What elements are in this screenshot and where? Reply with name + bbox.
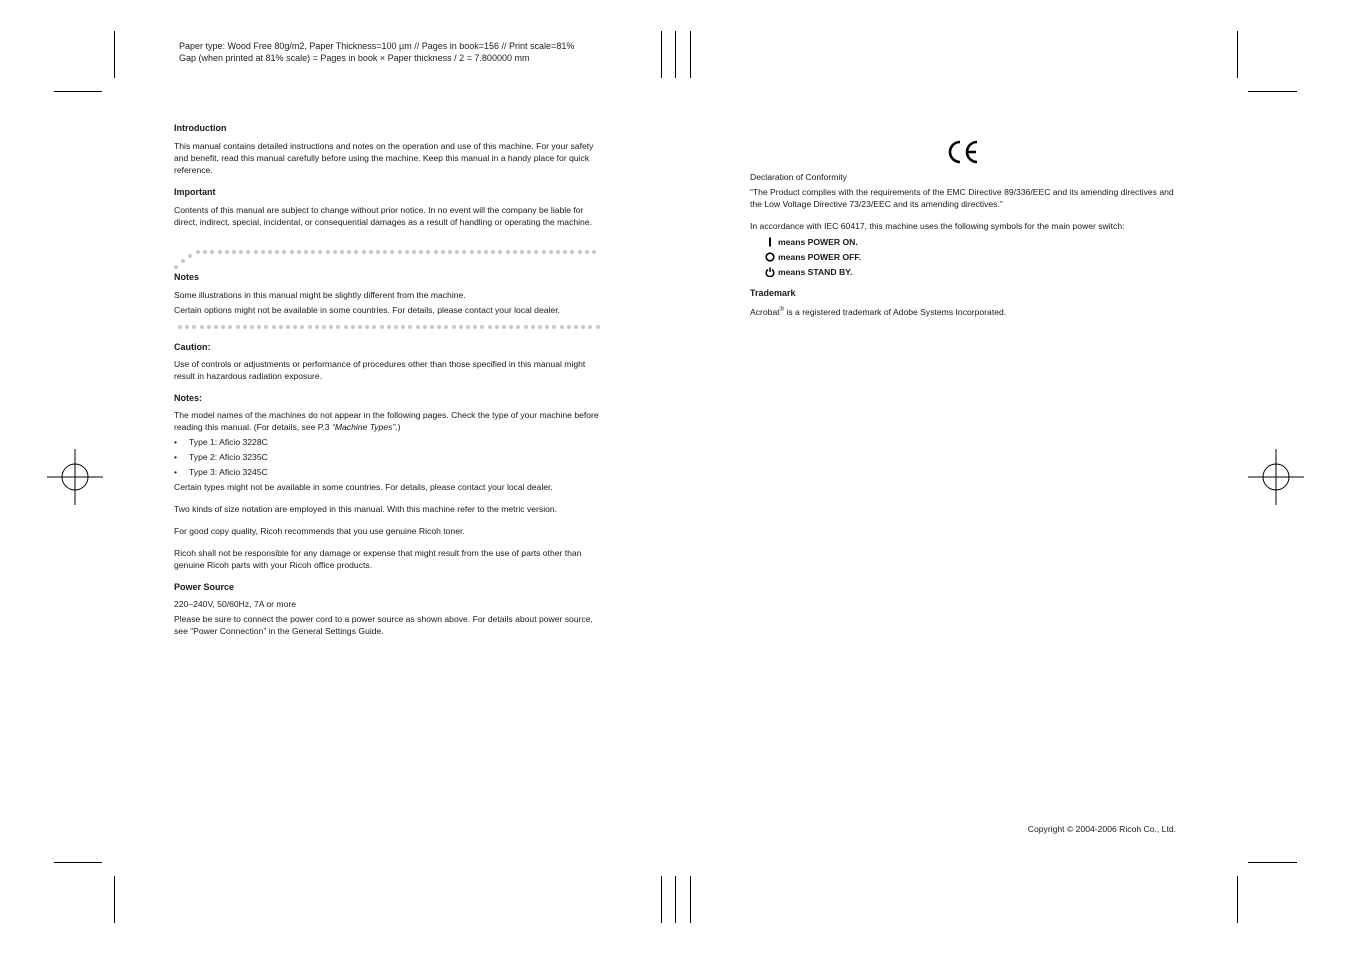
introduction-heading: Introduction [174, 123, 227, 133]
crop-mark [114, 31, 115, 78]
divider-dot [192, 325, 196, 329]
trademark-heading: Trademark [750, 288, 796, 298]
crop-mark [675, 876, 676, 923]
declaration-title: Declaration of Conformity [750, 172, 847, 182]
divider-dot [567, 325, 571, 329]
divider-dot [495, 325, 499, 329]
divider-dot [196, 250, 200, 254]
print-spec-line-2: Gap (when printed at 81% scale) = Pages in book × Paper thickness / 2 = 7.800000 mm [179, 53, 530, 63]
divider-dot [563, 250, 567, 254]
divider-dot [250, 325, 254, 329]
copyright-notice: Copyright © 2004-2006 Ricoh Co., Ltd. [1027, 824, 1176, 834]
divider-dot [416, 325, 420, 329]
right-page [750, 171, 1178, 318]
divider-dot [340, 250, 344, 254]
divider-dot [538, 325, 542, 329]
power-on-row [765, 234, 1178, 249]
divider-dot [570, 250, 574, 254]
divider-dot [462, 250, 466, 254]
divider-dot [318, 250, 322, 254]
divider-dot [437, 325, 441, 329]
divider-dot [236, 325, 240, 329]
power-source-text: Please be sure to connect the power cord to a power source as shown above. For details about power source, see “Power Connection” in the General Settings Guide. [174, 614, 593, 636]
notes-line-1: Some illustrations in this manual might be slightly different from the machine. [174, 290, 466, 300]
power-source-heading: Power Source [174, 582, 235, 592]
model-names-note [174, 409, 602, 433]
trademark-name: Acrobat [750, 306, 780, 317]
divider-dot [534, 250, 538, 254]
registration-mark-right [1248, 449, 1304, 505]
symbols-intro: In accordance with IEC 60417, this machine uses the following symbols for the main power switch: [750, 221, 1125, 231]
divider-dot [272, 325, 276, 329]
divider-dot [261, 250, 265, 254]
divider-dot [221, 325, 225, 329]
divider-dot [304, 250, 308, 254]
crop-mark [1248, 862, 1297, 863]
power-on-icon [765, 237, 775, 247]
crop-mark [1237, 876, 1238, 923]
divider-dot [264, 325, 268, 329]
declaration-text: “The Product complies with the requirements of the EMC Directive 89/336/EEC and its amending directives and the Low Voltage Directive 73/23/EEC and its amending directives.” [750, 187, 1174, 209]
divider-dot [455, 250, 459, 254]
divider-dot [516, 325, 520, 329]
divider-dot [560, 325, 564, 329]
divider-dot [383, 250, 387, 254]
divider-dot [358, 325, 362, 329]
divider-dot [398, 250, 402, 254]
divider-dot [268, 250, 272, 254]
divider-dot [452, 325, 456, 329]
crop-mark [1248, 91, 1297, 92]
power-off-label: means POWER OFF. [778, 251, 862, 262]
divider-dot [188, 254, 192, 258]
ce-mark [946, 139, 980, 170]
divider-dot [315, 325, 319, 329]
crop-mark [1237, 31, 1238, 78]
divider-dot [246, 250, 250, 254]
dotted-divider [174, 250, 602, 256]
divider-dot [178, 325, 182, 329]
important-text: Contents of this manual are subject to change without prior notice. In no event will the company be liable for direct, indirect, special, incidental, or consequential damages as a result of handling or operating the machine. [174, 205, 592, 227]
trademark-text [750, 304, 1178, 318]
crop-mark [54, 862, 102, 863]
divider-dot [588, 325, 592, 329]
list-item: • Type 2: Aficio 3235C [174, 451, 602, 466]
divider-dot [239, 250, 243, 254]
standby-label: means STAND BY. [778, 266, 853, 277]
divider-dot [257, 325, 261, 329]
power-rating: 220–240V, 50/60Hz, 7A or more [174, 599, 296, 609]
standby-row [765, 264, 1178, 279]
divider-dot [527, 250, 531, 254]
introduction-text: This manual contains detailed instructions and notes on the operation and use of this machine. For your safety and benefit, read this manual carefully before using the machine. Keep this manual in a handy place for quick reference. [174, 141, 594, 175]
crop-mark [661, 31, 662, 78]
model-names-text-end: .) [395, 422, 401, 432]
divider-dot [473, 325, 477, 329]
print-spec-note [179, 40, 574, 64]
divider-dot [484, 250, 488, 254]
divider-dot [401, 325, 405, 329]
divider-dot [531, 325, 535, 329]
model-names-text: The model names of the machines do not appear in the following pages. Check the type of your machine before reading this manual. (For details, see P.3 [174, 410, 599, 432]
divider-dot [441, 250, 445, 254]
divider-dot [419, 250, 423, 254]
divider-dot [207, 325, 211, 329]
crop-mark [54, 91, 102, 92]
caution-heading: Caution: [174, 342, 211, 352]
liability-note: Ricoh shall not be responsible for any damage or expense that might result from the use of parts other than genuine Ricoh parts with your Ricoh office products. [174, 548, 582, 570]
divider-dot [444, 325, 448, 329]
divider-dot [470, 250, 474, 254]
divider-dot [574, 325, 578, 329]
divider-dot [279, 325, 283, 329]
divider-dot [308, 325, 312, 329]
size-notation-note: Two kinds of size notation are employed in this manual. With this machine refer to the metric version. [174, 504, 558, 514]
divider-dot [228, 325, 232, 329]
divider-dot [552, 325, 556, 329]
divider-dot [293, 325, 297, 329]
divider-dot [210, 250, 214, 254]
left-page-notes [174, 271, 602, 316]
divider-dot [347, 250, 351, 254]
divider-dot [365, 325, 369, 329]
divider-dot [542, 250, 546, 254]
divider-dot [326, 250, 330, 254]
divider-dot [513, 250, 517, 254]
trademark-statement: is a registered trademark of Adobe Systems Incorporated. [784, 306, 1007, 317]
divider-dot [390, 250, 394, 254]
divider-dot [477, 250, 481, 254]
divider-dot [181, 259, 185, 263]
divider-dot [225, 250, 229, 254]
divider-dot [506, 250, 510, 254]
divider-dot [596, 325, 600, 329]
availability-note: Certain types might not be available in some countries. For details, please contact your local dealer. [174, 482, 553, 492]
notes-heading: Notes [174, 272, 200, 282]
crop-mark [675, 31, 676, 78]
divider-dot [297, 250, 301, 254]
divider-dot [459, 325, 463, 329]
divider-dot [448, 250, 452, 254]
divider-dot [405, 250, 409, 254]
divider-dot [434, 250, 438, 254]
caution-text: Use of controls or adjustments or performance of procedures other than those specified in this manual might result in hazardous radiation exposure. [174, 359, 586, 381]
divider-dot [509, 325, 513, 329]
power-off-icon [765, 252, 775, 262]
crop-mark [690, 876, 691, 923]
divider-dot [232, 250, 236, 254]
divider-dot [426, 250, 430, 254]
registered-mark: ® [779, 307, 785, 313]
divider-dot [491, 250, 495, 254]
divider-dot [480, 325, 484, 329]
divider-dot [549, 250, 553, 254]
divider-dot [430, 325, 434, 329]
divider-dot [174, 265, 178, 269]
divider-dot [585, 250, 589, 254]
divider-dot [344, 325, 348, 329]
standby-icon [765, 267, 775, 277]
divider-dot [203, 250, 207, 254]
crop-mark [661, 876, 662, 923]
list-item: • Type 1: Aficio 3228C [174, 436, 602, 451]
power-off-row [765, 249, 1178, 264]
divider-dot [394, 325, 398, 329]
divider-dot [380, 325, 384, 329]
divider-dot [243, 325, 247, 329]
divider-dot [466, 325, 470, 329]
crop-mark [690, 31, 691, 78]
divider-dot [545, 325, 549, 329]
divider-dot [286, 325, 290, 329]
divider-dot [498, 250, 502, 254]
divider-dot [488, 325, 492, 329]
machine-type-list [174, 436, 602, 481]
divider-dot [556, 250, 560, 254]
divider-dot [282, 250, 286, 254]
divider-dot [300, 325, 304, 329]
divider-dot [185, 325, 189, 329]
divider-dot [200, 325, 204, 329]
divider-dot [311, 250, 315, 254]
ce-mark-icon [946, 139, 980, 165]
dotted-divider [174, 325, 602, 331]
registration-mark-left [47, 449, 103, 505]
divider-dot [336, 325, 340, 329]
divider-dot [275, 250, 279, 254]
divider-dot [592, 250, 596, 254]
divider-dot [372, 325, 376, 329]
divider-dot [412, 250, 416, 254]
divider-dot [322, 325, 326, 329]
divider-dot [218, 250, 222, 254]
divider-dot [376, 250, 380, 254]
divider-dot [524, 325, 528, 329]
divider-dot [333, 250, 337, 254]
divider-dot [581, 325, 585, 329]
toner-note: For good copy quality, Ricoh recommends that you use genuine Ricoh toner. [174, 526, 465, 536]
divider-dot [329, 325, 333, 329]
machine-types-ref: “Machine Types” [331, 422, 396, 432]
notes2-heading: Notes: [174, 393, 203, 403]
divider-dot [362, 250, 366, 254]
divider-dot [351, 325, 355, 329]
important-heading: Important [174, 187, 216, 197]
divider-dot [423, 325, 427, 329]
divider-dot [502, 325, 506, 329]
print-spec-line-1: Paper type: Wood Free 80g/m2, Paper Thickness=100 µm // Pages in book=156 // Print scale=81% [179, 41, 575, 51]
divider-dot [354, 250, 358, 254]
left-page-body [174, 341, 602, 637]
notes-line-2: Certain options might not be available in some countries. For details, please contact your local dealer. [174, 305, 560, 315]
divider-dot [387, 325, 391, 329]
divider-dot [520, 250, 524, 254]
divider-dot [408, 325, 412, 329]
power-symbol-list [750, 234, 1178, 279]
divider-dot [578, 250, 582, 254]
divider-dot [214, 325, 218, 329]
list-item: • Type 3: Aficio 3245C [174, 466, 602, 481]
divider-dot [369, 250, 373, 254]
divider-dot [254, 250, 258, 254]
crop-mark [114, 876, 115, 923]
divider-dot [290, 250, 294, 254]
left-page [174, 122, 602, 228]
power-on-label: means POWER ON. [778, 236, 858, 247]
